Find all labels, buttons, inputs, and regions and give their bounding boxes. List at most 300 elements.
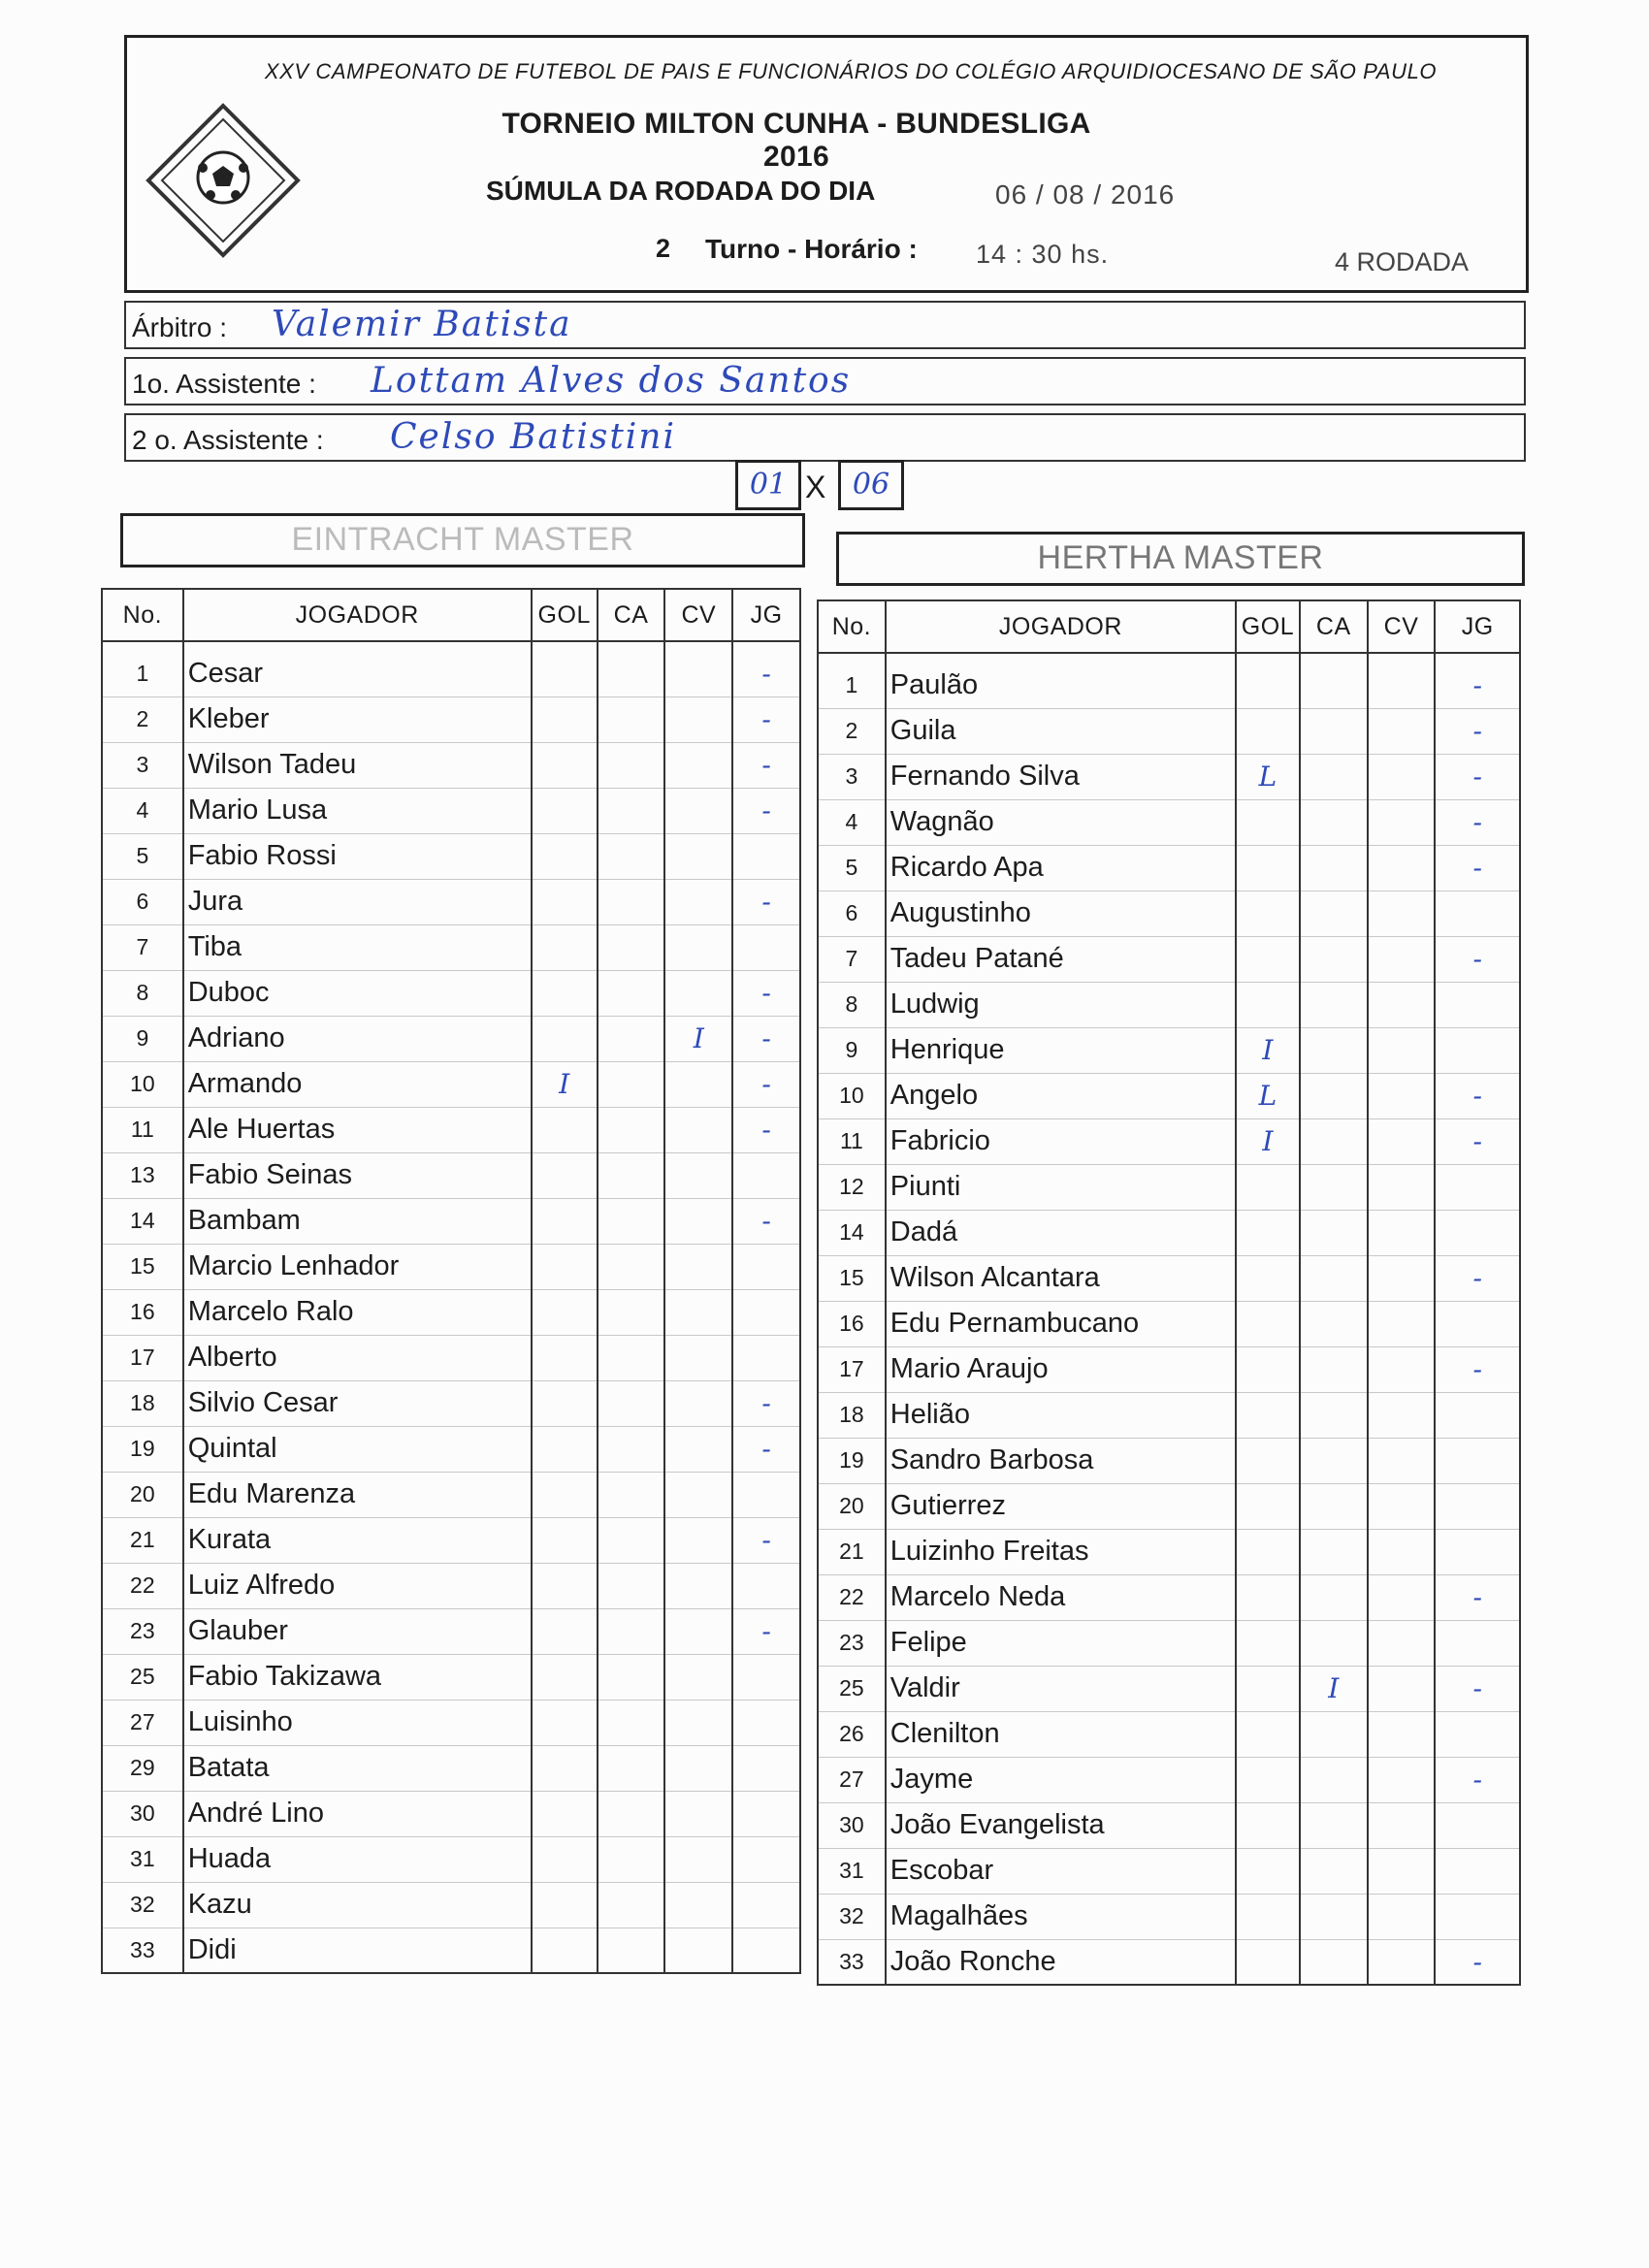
played-mark xyxy=(732,924,800,970)
assistant2-label: 2 o. Assistente : xyxy=(132,425,324,455)
home-score: 01 xyxy=(735,460,801,510)
table-row xyxy=(102,1426,800,1472)
yellow-card-mark xyxy=(1300,1711,1368,1757)
red-card-mark xyxy=(1368,1392,1436,1438)
goal-mark xyxy=(532,1928,598,1973)
player-number: 32 xyxy=(102,1882,183,1928)
player-name: Mario Araujo xyxy=(886,1346,1236,1392)
played-mark xyxy=(1435,1210,1520,1255)
table-row xyxy=(102,970,800,1016)
played-mark: - xyxy=(1435,663,1520,708)
goal-mark xyxy=(1236,799,1300,845)
played-mark xyxy=(1435,1529,1520,1574)
red-card-mark xyxy=(1368,1438,1436,1483)
red-card-mark xyxy=(1368,799,1436,845)
player-number: 16 xyxy=(102,1289,183,1335)
player-name: Glauber xyxy=(183,1608,532,1654)
played-mark xyxy=(732,1289,800,1335)
red-card-mark xyxy=(1368,845,1436,891)
player-name: Augustinho xyxy=(886,891,1236,936)
player-number: 21 xyxy=(818,1529,886,1574)
yellow-card-mark xyxy=(1300,799,1368,845)
player-number: 31 xyxy=(102,1836,183,1882)
player-name: Valdir xyxy=(886,1666,1236,1711)
player-number: 17 xyxy=(102,1335,183,1380)
played-mark xyxy=(1435,1483,1520,1529)
goal-mark: I xyxy=(1236,1118,1300,1164)
col-jg: JG xyxy=(1435,600,1520,653)
yellow-card-mark xyxy=(598,833,665,879)
player-name: Duboc xyxy=(183,970,532,1016)
table-row xyxy=(102,651,800,697)
player-name: Dadá xyxy=(886,1210,1236,1255)
yellow-card-mark xyxy=(1300,754,1368,799)
player-number: 3 xyxy=(102,742,183,788)
played-mark: - xyxy=(732,970,800,1016)
player-name: Fabio Seinas xyxy=(183,1152,532,1198)
played-mark: - xyxy=(732,1426,800,1472)
player-name: Helião xyxy=(886,1392,1236,1438)
table-row xyxy=(102,697,800,742)
goal-mark xyxy=(1236,1802,1300,1848)
goal-mark: L xyxy=(1236,1073,1300,1118)
played-mark: - xyxy=(1435,799,1520,845)
player-name: Paulão xyxy=(886,663,1236,708)
red-card-mark xyxy=(664,1061,732,1107)
yellow-card-mark xyxy=(598,1016,665,1061)
goal-mark xyxy=(532,924,598,970)
yellow-card-mark xyxy=(598,1289,665,1335)
player-name: Jayme xyxy=(886,1757,1236,1802)
table-row xyxy=(102,1791,800,1836)
goal-mark xyxy=(1236,1301,1300,1346)
yellow-card-mark xyxy=(1300,1073,1368,1118)
goal-mark xyxy=(532,1517,598,1563)
table-row xyxy=(102,1654,800,1700)
table-row xyxy=(102,1472,800,1517)
red-card-mark xyxy=(664,1745,732,1791)
red-card-mark xyxy=(1368,1255,1436,1301)
goal-mark xyxy=(532,1472,598,1517)
player-name: Jura xyxy=(183,879,532,924)
yellow-card-mark xyxy=(598,1608,665,1654)
red-card-mark xyxy=(1368,1164,1436,1210)
player-number: 2 xyxy=(102,697,183,742)
player-number: 23 xyxy=(102,1608,183,1654)
goal-mark xyxy=(532,1700,598,1745)
played-mark: - xyxy=(1435,1666,1520,1711)
yellow-card-mark xyxy=(598,1380,665,1426)
player-name: João Evangelista xyxy=(886,1802,1236,1848)
table-row xyxy=(818,1392,1520,1438)
red-card-mark xyxy=(1368,1620,1436,1666)
goal-mark xyxy=(532,742,598,788)
assistant1-name: Lottam Alves dos Santos xyxy=(371,361,852,401)
header-box xyxy=(124,35,1529,293)
red-card-mark xyxy=(1368,1483,1436,1529)
player-number: 8 xyxy=(102,970,183,1016)
goal-mark xyxy=(532,788,598,833)
played-mark xyxy=(732,1928,800,1973)
table-row xyxy=(102,1335,800,1380)
player-name: Kleber xyxy=(183,697,532,742)
player-number: 11 xyxy=(818,1118,886,1164)
player-name: Henrique xyxy=(886,1027,1236,1073)
goal-mark xyxy=(532,1745,598,1791)
player-number: 22 xyxy=(818,1574,886,1620)
col-ca: CA xyxy=(598,589,665,641)
player-number: 5 xyxy=(102,833,183,879)
red-card-mark xyxy=(1368,1210,1436,1255)
played-mark xyxy=(1435,1711,1520,1757)
yellow-card-mark xyxy=(598,1061,665,1107)
red-card-mark: I xyxy=(664,1016,732,1061)
played-mark xyxy=(732,1836,800,1882)
player-number: 29 xyxy=(102,1745,183,1791)
red-card-mark xyxy=(1368,1802,1436,1848)
played-mark xyxy=(1435,1438,1520,1483)
red-card-mark xyxy=(664,697,732,742)
yellow-card-mark xyxy=(598,970,665,1016)
player-name: Kazu xyxy=(183,1882,532,1928)
player-number: 33 xyxy=(102,1928,183,1973)
red-card-mark xyxy=(1368,708,1436,754)
yellow-card-mark xyxy=(598,1745,665,1791)
goal-mark xyxy=(1236,1210,1300,1255)
played-mark: - xyxy=(1435,708,1520,754)
red-card-mark xyxy=(664,788,732,833)
table-row xyxy=(102,1608,800,1654)
red-card-mark xyxy=(664,1244,732,1289)
table-row xyxy=(102,1563,800,1608)
player-number: 23 xyxy=(818,1620,886,1666)
played-mark xyxy=(1435,1802,1520,1848)
player-number: 12 xyxy=(818,1164,886,1210)
player-name: Luizinho Freitas xyxy=(886,1529,1236,1574)
played-mark: - xyxy=(732,651,800,697)
goal-mark xyxy=(532,970,598,1016)
away-team-name: HERTHA MASTER xyxy=(836,532,1525,586)
player-name: Gutierrez xyxy=(886,1483,1236,1529)
player-number: 30 xyxy=(818,1802,886,1848)
red-card-mark xyxy=(1368,1711,1436,1757)
goal-mark xyxy=(1236,1757,1300,1802)
yellow-card-mark xyxy=(598,1244,665,1289)
player-name: Edu Pernambucano xyxy=(886,1301,1236,1346)
yellow-card-mark xyxy=(598,1198,665,1244)
yellow-card-mark xyxy=(1300,1164,1368,1210)
goal-mark xyxy=(1236,1620,1300,1666)
player-number: 25 xyxy=(818,1666,886,1711)
player-number: 22 xyxy=(102,1563,183,1608)
table-row xyxy=(818,1802,1520,1848)
yellow-card-mark xyxy=(598,1882,665,1928)
yellow-card-mark xyxy=(1300,1027,1368,1073)
goal-mark xyxy=(532,879,598,924)
player-number: 19 xyxy=(102,1426,183,1472)
player-name: Huada xyxy=(183,1836,532,1882)
yellow-card-mark xyxy=(598,1472,665,1517)
table-row xyxy=(102,879,800,924)
table-row xyxy=(818,1164,1520,1210)
goal-mark xyxy=(532,1380,598,1426)
red-card-mark xyxy=(1368,1939,1436,1985)
spacer-row xyxy=(102,641,800,651)
played-mark: - xyxy=(1435,1073,1520,1118)
yellow-card-mark xyxy=(1300,1939,1368,1985)
red-card-mark xyxy=(664,1654,732,1700)
red-card-mark xyxy=(664,1882,732,1928)
player-name: Ricardo Apa xyxy=(886,845,1236,891)
played-mark xyxy=(732,1654,800,1700)
red-card-mark xyxy=(664,1289,732,1335)
goal-mark xyxy=(1236,845,1300,891)
played-mark: - xyxy=(732,879,800,924)
player-name: Angelo xyxy=(886,1073,1236,1118)
table-row xyxy=(102,788,800,833)
goal-mark xyxy=(1236,1164,1300,1210)
player-number: 27 xyxy=(102,1700,183,1745)
table-row xyxy=(102,1289,800,1335)
player-number: 4 xyxy=(818,799,886,845)
table-row xyxy=(102,1380,800,1426)
yellow-card-mark xyxy=(1300,1392,1368,1438)
player-number: 15 xyxy=(818,1255,886,1301)
table-row xyxy=(818,1301,1520,1346)
table-row xyxy=(818,891,1520,936)
player-name: Alberto xyxy=(183,1335,532,1380)
player-number: 19 xyxy=(818,1438,886,1483)
referee-label: Árbitro : xyxy=(132,312,228,342)
red-card-mark xyxy=(1368,1118,1436,1164)
red-card-mark xyxy=(1368,1529,1436,1574)
yellow-card-mark xyxy=(598,879,665,924)
table-row xyxy=(818,1483,1520,1529)
player-number: 32 xyxy=(818,1894,886,1939)
player-number: 2 xyxy=(818,708,886,754)
player-name: Mario Lusa xyxy=(183,788,532,833)
table-row xyxy=(818,1073,1520,1118)
player-name: André Lino xyxy=(183,1791,532,1836)
yellow-card-mark xyxy=(598,651,665,697)
red-card-mark xyxy=(1368,1574,1436,1620)
col-ca: CA xyxy=(1300,600,1368,653)
player-number: 13 xyxy=(102,1152,183,1198)
player-number: 5 xyxy=(818,845,886,891)
assistant1-row xyxy=(124,357,1526,405)
player-number: 9 xyxy=(102,1016,183,1061)
player-number: 26 xyxy=(818,1711,886,1757)
yellow-card-mark xyxy=(598,1700,665,1745)
red-card-mark xyxy=(1368,754,1436,799)
played-mark xyxy=(732,1335,800,1380)
goal-mark xyxy=(1236,891,1300,936)
player-number: 14 xyxy=(102,1198,183,1244)
table-row xyxy=(818,1118,1520,1164)
red-card-mark xyxy=(664,1563,732,1608)
yellow-card-mark xyxy=(598,924,665,970)
yellow-card-mark xyxy=(598,1928,665,1973)
player-number: 10 xyxy=(102,1061,183,1107)
score-separator: X xyxy=(805,470,826,504)
played-mark: - xyxy=(1435,845,1520,891)
goal-mark xyxy=(1236,1894,1300,1939)
referee-row xyxy=(124,301,1526,349)
referee-name: Valemir Batista xyxy=(272,305,572,344)
player-number: 25 xyxy=(102,1654,183,1700)
red-card-mark xyxy=(664,1700,732,1745)
player-number: 6 xyxy=(818,891,886,936)
goal-mark xyxy=(1236,1666,1300,1711)
yellow-card-mark xyxy=(598,742,665,788)
player-number: 3 xyxy=(818,754,886,799)
yellow-card-mark xyxy=(1300,1529,1368,1574)
table-row xyxy=(818,1757,1520,1802)
table-row xyxy=(818,936,1520,982)
red-card-mark xyxy=(664,879,732,924)
yellow-card-mark xyxy=(1300,1848,1368,1894)
red-card-mark xyxy=(664,1836,732,1882)
player-name: Ale Huertas xyxy=(183,1107,532,1152)
red-card-mark xyxy=(664,1380,732,1426)
played-mark xyxy=(732,1563,800,1608)
goal-mark: I xyxy=(532,1061,598,1107)
table-row xyxy=(818,1438,1520,1483)
table-row xyxy=(818,1346,1520,1392)
red-card-mark xyxy=(664,742,732,788)
assistant1-label: 1o. Assistente : xyxy=(132,369,316,399)
goal-mark xyxy=(1236,1483,1300,1529)
match-time: 14 : 30 hs. xyxy=(976,240,1110,269)
red-card-mark xyxy=(1368,1894,1436,1939)
turno-number: 2 xyxy=(656,234,671,263)
yellow-card-mark xyxy=(598,1563,665,1608)
played-mark xyxy=(1435,1620,1520,1666)
yellow-card-mark xyxy=(598,1836,665,1882)
red-card-mark xyxy=(1368,1666,1436,1711)
played-mark: - xyxy=(732,1061,800,1107)
col-gol: GOL xyxy=(532,589,598,641)
goal-mark xyxy=(532,1152,598,1198)
table-row xyxy=(818,708,1520,754)
goal-mark xyxy=(1236,1529,1300,1574)
played-mark: - xyxy=(732,1608,800,1654)
goal-mark xyxy=(1236,982,1300,1027)
red-card-mark xyxy=(1368,1027,1436,1073)
table-row xyxy=(818,1666,1520,1711)
table-row xyxy=(102,1517,800,1563)
player-name: Quintal xyxy=(183,1426,532,1472)
player-name: Guila xyxy=(886,708,1236,754)
yellow-card-mark xyxy=(598,1107,665,1152)
table-row xyxy=(818,982,1520,1027)
table-row xyxy=(818,845,1520,891)
player-name: Tadeu Patané xyxy=(886,936,1236,982)
player-name: Bambam xyxy=(183,1198,532,1244)
yellow-card-mark xyxy=(1300,891,1368,936)
table-row xyxy=(102,924,800,970)
played-mark xyxy=(1435,1164,1520,1210)
player-name: Felipe xyxy=(886,1620,1236,1666)
goal-mark xyxy=(1236,1255,1300,1301)
red-card-mark xyxy=(1368,1346,1436,1392)
goal-mark xyxy=(532,833,598,879)
played-mark xyxy=(732,1791,800,1836)
played-mark xyxy=(1435,982,1520,1027)
red-card-mark xyxy=(664,970,732,1016)
played-mark xyxy=(1435,1848,1520,1894)
player-name: Batata xyxy=(183,1745,532,1791)
goal-mark xyxy=(532,1244,598,1289)
player-number: 11 xyxy=(102,1107,183,1152)
player-name: Wagnão xyxy=(886,799,1236,845)
played-mark xyxy=(1435,891,1520,936)
red-card-mark xyxy=(1368,936,1436,982)
player-name: Magalhães xyxy=(886,1894,1236,1939)
red-card-mark xyxy=(1368,891,1436,936)
player-name: Marcelo Neda xyxy=(886,1574,1236,1620)
red-card-mark xyxy=(664,651,732,697)
played-mark: - xyxy=(1435,1939,1520,1985)
played-mark: - xyxy=(732,1107,800,1152)
goal-mark xyxy=(1236,1711,1300,1757)
table-row xyxy=(102,1928,800,1973)
yellow-card-mark xyxy=(598,1426,665,1472)
player-number: 7 xyxy=(818,936,886,982)
player-number: 6 xyxy=(102,879,183,924)
yellow-card-mark xyxy=(1300,1118,1368,1164)
red-card-mark xyxy=(664,833,732,879)
player-name: Clenilton xyxy=(886,1711,1236,1757)
championship-logo xyxy=(141,98,306,263)
yellow-card-mark xyxy=(1300,1346,1368,1392)
goal-mark: I xyxy=(1236,1027,1300,1073)
played-mark: - xyxy=(732,1198,800,1244)
red-card-mark xyxy=(664,1198,732,1244)
player-number: 31 xyxy=(818,1848,886,1894)
table-row xyxy=(818,1620,1520,1666)
red-card-mark xyxy=(664,1472,732,1517)
player-name: Luisinho xyxy=(183,1700,532,1745)
table-row xyxy=(102,833,800,879)
goal-mark xyxy=(532,1426,598,1472)
table-row xyxy=(818,1574,1520,1620)
player-name: Marcio Lenhador xyxy=(183,1244,532,1289)
table-row xyxy=(102,1016,800,1061)
player-name: Fabricio xyxy=(886,1118,1236,1164)
played-mark: - xyxy=(1435,1118,1520,1164)
goal-mark xyxy=(532,1791,598,1836)
scoresheet-title: SÚMULA DA RODADA DO DIA xyxy=(486,176,876,206)
goal-mark xyxy=(532,1335,598,1380)
player-number: 18 xyxy=(818,1392,886,1438)
player-number: 1 xyxy=(102,651,183,697)
red-card-mark xyxy=(664,1928,732,1973)
red-card-mark xyxy=(1368,1301,1436,1346)
goal-mark xyxy=(1236,1346,1300,1392)
yellow-card-mark xyxy=(1300,1210,1368,1255)
red-card-mark xyxy=(1368,1757,1436,1802)
assistant2-row xyxy=(124,413,1526,462)
red-card-mark xyxy=(664,1791,732,1836)
goal-mark xyxy=(1236,1392,1300,1438)
away-roster-table xyxy=(817,599,1521,1986)
player-name: Armando xyxy=(183,1061,532,1107)
played-mark xyxy=(732,1244,800,1289)
goal-mark xyxy=(532,1608,598,1654)
spacer-row xyxy=(818,653,1520,663)
yellow-card-mark xyxy=(1300,1757,1368,1802)
